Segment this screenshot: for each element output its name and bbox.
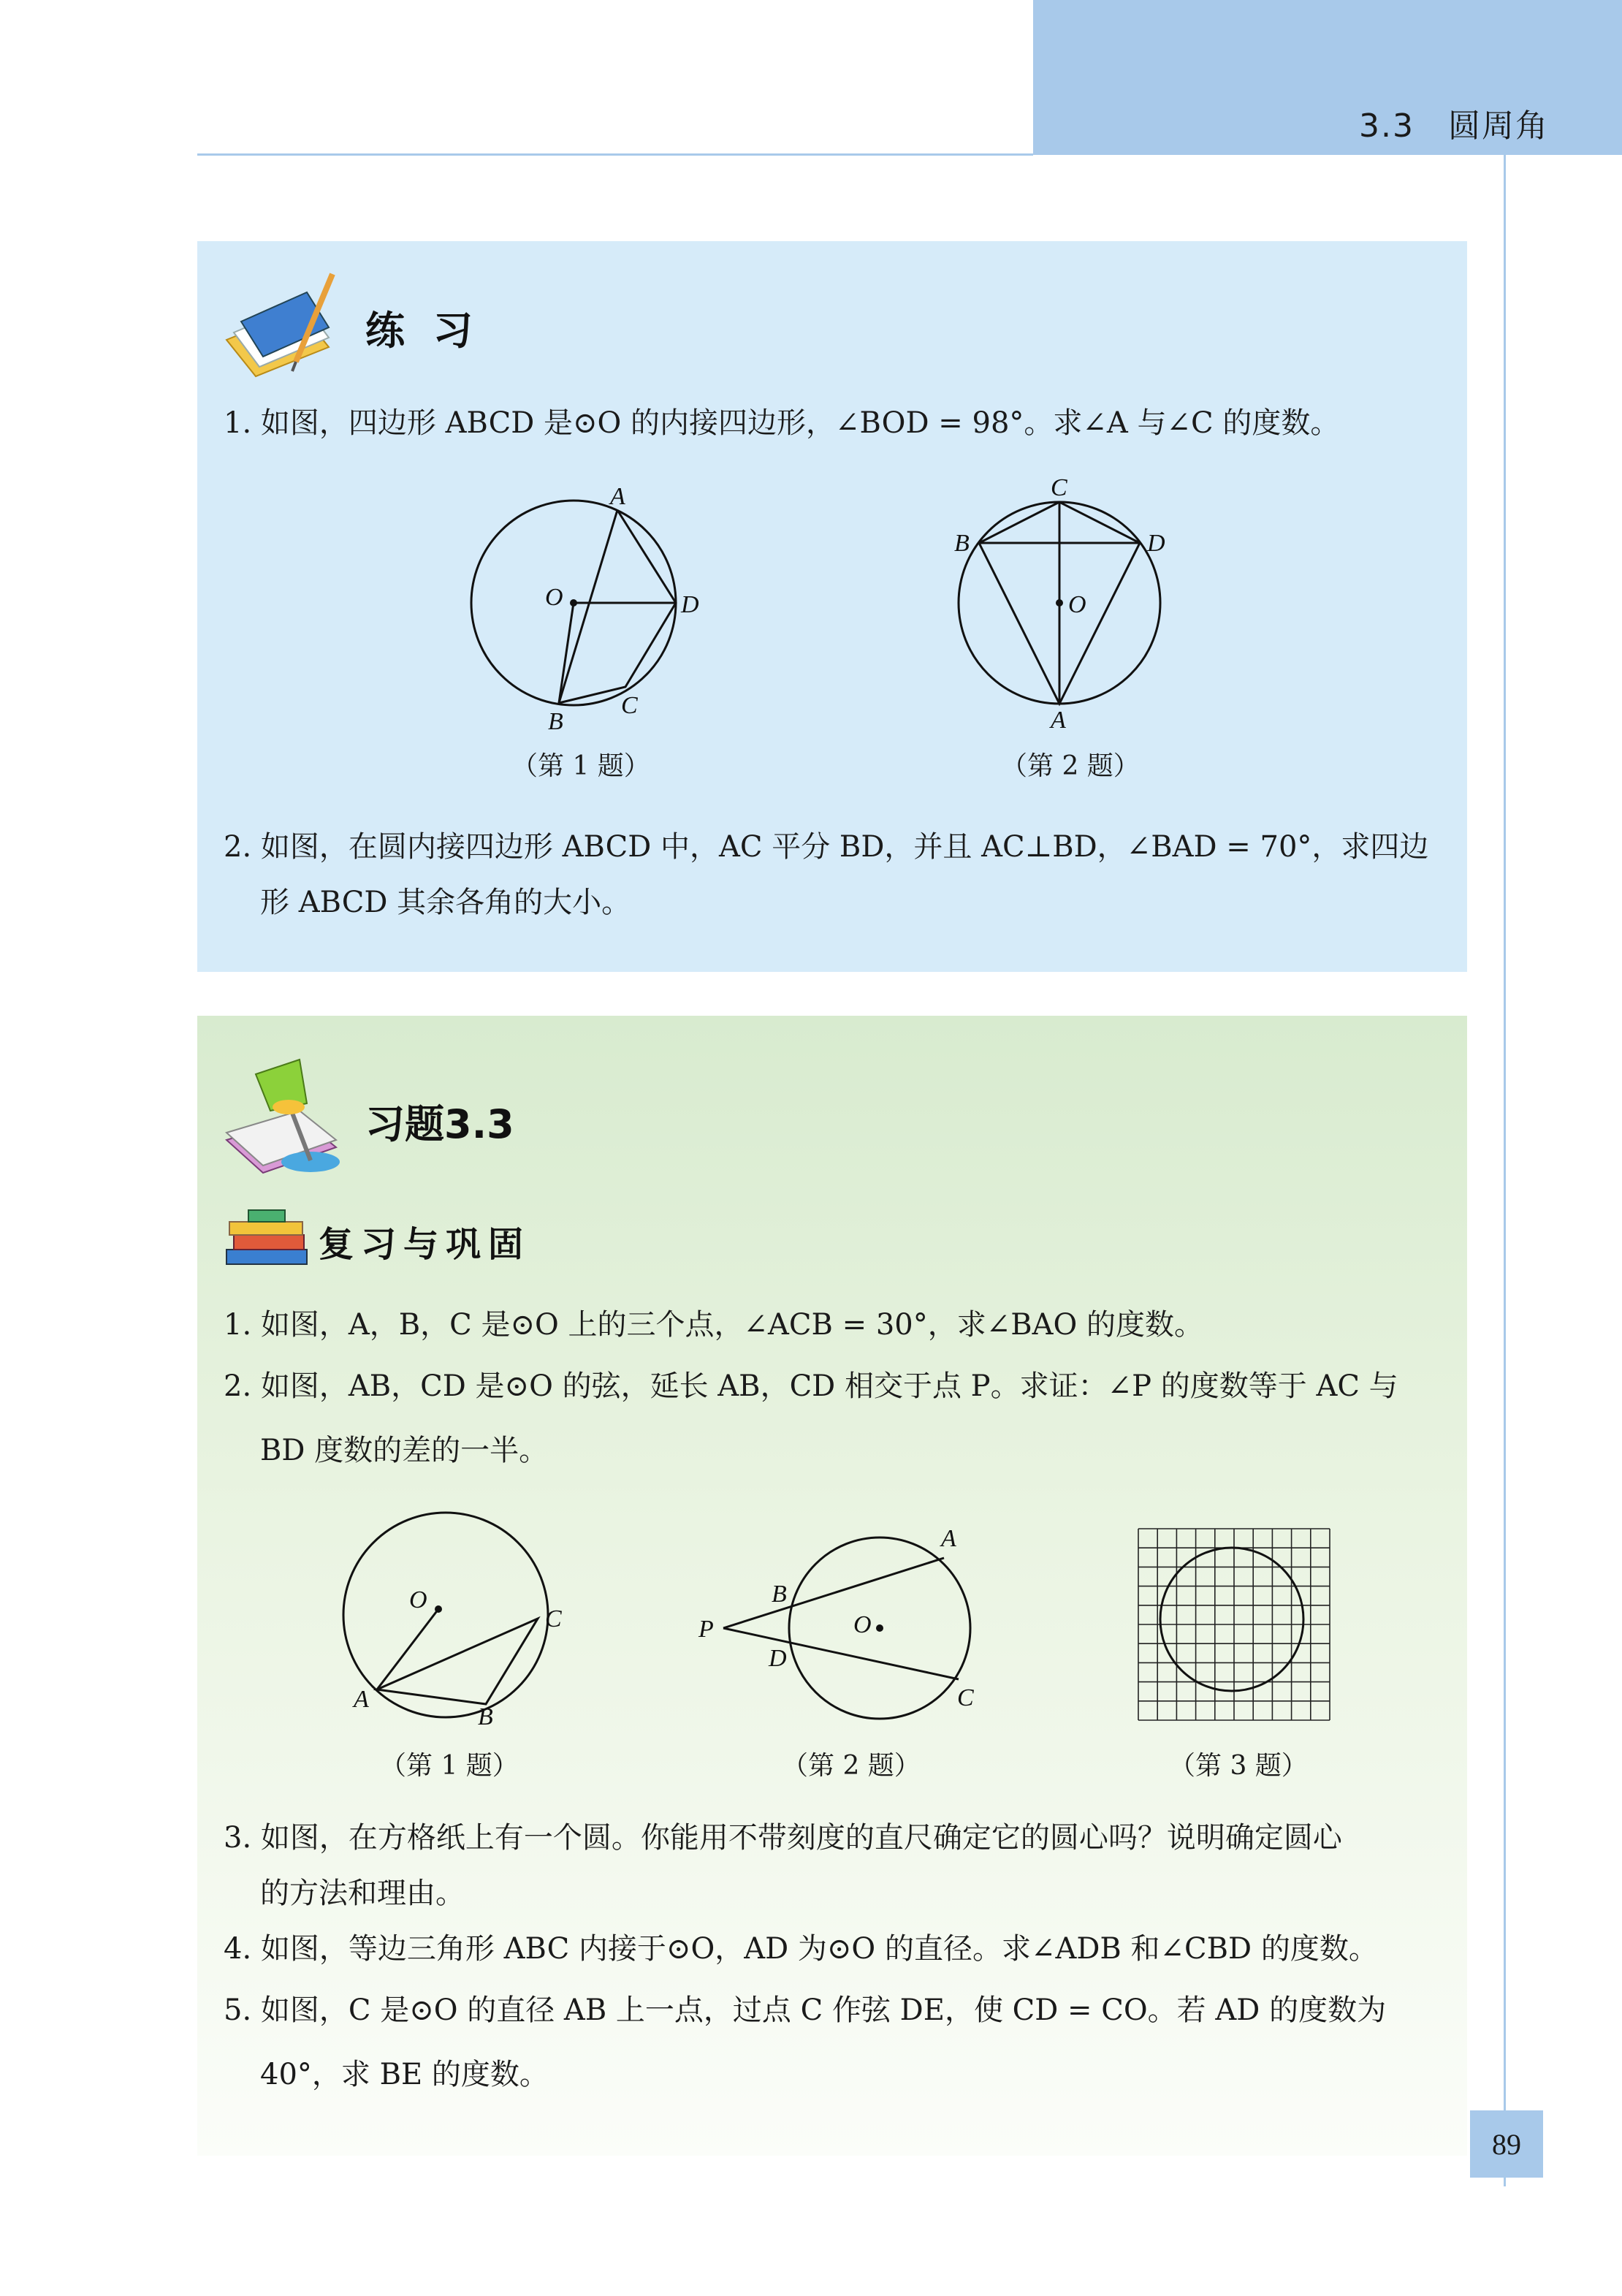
practice-fig2-caption: （第 2 题） bbox=[1001, 751, 1140, 781]
fig-label-O: O bbox=[1068, 591, 1086, 618]
fig-label-O: O bbox=[853, 1611, 872, 1638]
exercise-q2-line2: BD 度数的差的一半。 bbox=[260, 1434, 549, 1467]
fig-label-B: B bbox=[772, 1581, 787, 1608]
exercise-fig3-caption: （第 3 题） bbox=[1169, 1751, 1308, 1781]
header-rule bbox=[197, 153, 1033, 156]
fig-label-O: O bbox=[409, 1586, 427, 1613]
exercise-subtitle: 复习与巩固 bbox=[319, 1224, 531, 1265]
fig-label-D: D bbox=[1147, 530, 1165, 557]
right-margin-rule bbox=[1504, 155, 1506, 2186]
exercise-q2-line1: 2. 如图，AB，CD 是⊙O 的弦，延长 AB，CD 相交于点 P。求证：∠P 的度数等于 AC 与 bbox=[224, 1369, 1398, 1403]
fig-label-D: D bbox=[769, 1645, 787, 1672]
fig-label-B: B bbox=[478, 1703, 493, 1730]
fig-label-A: A bbox=[1051, 707, 1066, 734]
fig-label-A: A bbox=[354, 1686, 369, 1713]
fig-label-C: C bbox=[621, 692, 638, 719]
practice-fig1-caption: （第 1 题） bbox=[511, 751, 650, 781]
fig-label-B: B bbox=[954, 530, 970, 557]
practice-q1: 1. 如图，四边形 ABCD 是⊙O 的内接四边形，∠BOD = 98°。求∠A 与∠C 的度数。 bbox=[224, 406, 1340, 440]
exercise-fig1-caption: （第 1 题） bbox=[380, 1751, 519, 1781]
section-header: 3.3 圆周角 bbox=[1359, 107, 1549, 145]
fig-label-B: B bbox=[548, 708, 563, 735]
fig-label-C: C bbox=[1051, 475, 1067, 501]
practice-q2-line2: 形 ABCD 其余各角的大小。 bbox=[260, 886, 631, 919]
exercise-q1: 1. 如图，A，B，C 是⊙O 上的三个点，∠ACB = 30°，求∠BAO 的度数。 bbox=[224, 1308, 1204, 1342]
exercise-figure-1 bbox=[321, 1498, 599, 1746]
desk-lamp-book-icon bbox=[219, 1052, 351, 1184]
practice-figure-2 bbox=[943, 475, 1198, 738]
fig-label-C: C bbox=[545, 1605, 562, 1632]
exercise-q3-line1: 3. 如图，在方格纸上有一个圆。你能用不带刻度的直尺确定它的圆心吗？说明确定圆心 bbox=[224, 1821, 1342, 1855]
practice-notebook-icon bbox=[219, 270, 351, 380]
exercise-q4: 4. 如图，等边三角形 ABC 内接于⊙O，AD 为⊙O 的直径。求∠ADB 和∠CBD 的度数。 bbox=[224, 1932, 1378, 1966]
fig-label-D: D bbox=[681, 591, 699, 618]
fig-label-C: C bbox=[957, 1684, 974, 1711]
page-number: 89 bbox=[1470, 2110, 1543, 2178]
exercise-q5-line2: 40°，求 BE 的度数。 bbox=[260, 2058, 549, 2091]
exercise-fig2-caption: （第 2 题） bbox=[782, 1751, 921, 1781]
fig-label-O: O bbox=[545, 584, 563, 611]
exercise-title: 习题3.3 bbox=[365, 1101, 514, 1147]
exercise-q3-line2: 的方法和理由。 bbox=[260, 1877, 465, 1910]
practice-q2-line1: 2. 如图，在圆内接四边形 ABCD 中，AC 平分 BD，并且 AC⊥BD，∠BAD = 70°，求四边 bbox=[224, 830, 1429, 864]
exercise-q5-line1: 5. 如图，C 是⊙O 的直径 AB 上一点，过点 C 作弦 DE，使 CD = CO。若 AD 的度数为 bbox=[224, 1993, 1387, 2027]
exercise-figure-3-grid bbox=[1132, 1523, 1337, 1727]
book-stack-icon bbox=[219, 1206, 314, 1271]
fig-label-P: P bbox=[698, 1616, 714, 1643]
practice-title: 练 习 bbox=[365, 308, 480, 354]
fig-label-A: A bbox=[941, 1525, 956, 1552]
fig-label-A: A bbox=[610, 483, 625, 510]
exercise-figure-2 bbox=[687, 1520, 994, 1739]
practice-figure-1 bbox=[453, 475, 731, 738]
